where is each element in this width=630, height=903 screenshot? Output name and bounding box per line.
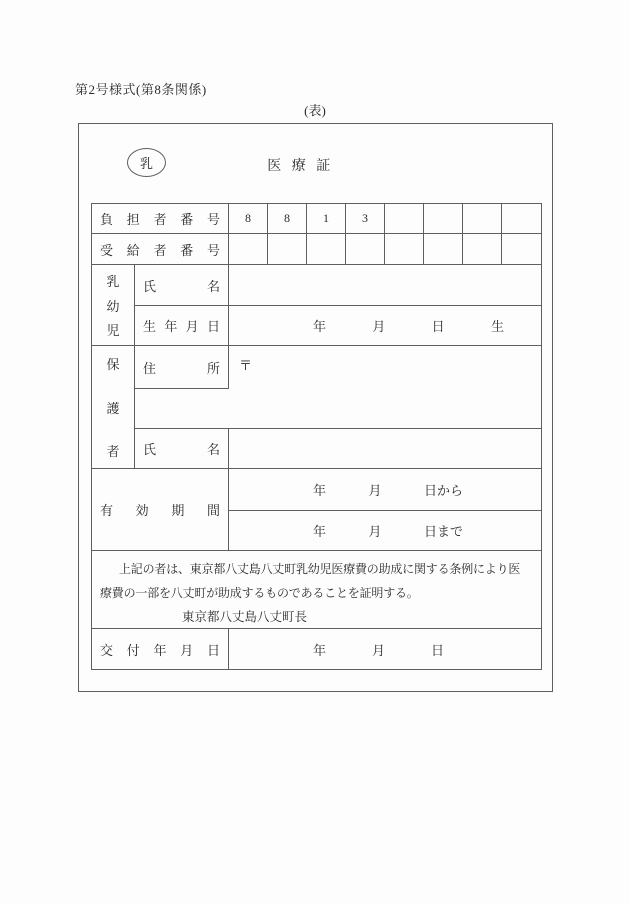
issue-date-value-cell <box>229 629 541 669</box>
guardian-name-label: 氏 名 <box>143 442 220 457</box>
recipient-number-label-cell <box>92 234 229 265</box>
payer-number-label-cell <box>92 204 229 234</box>
form-number: 第2号様式(第8条関係) <box>75 82 207 97</box>
birthdate-year-unit: 年 <box>313 319 327 334</box>
form-title: 医 療 証 <box>267 159 334 174</box>
infant-name-label-cell <box>135 265 229 306</box>
guardian-group-char: 保 <box>106 357 120 372</box>
infant-group-char: 児 <box>106 323 120 338</box>
guardian-name-label-cell <box>135 429 229 469</box>
validity-from-month-unit: 月 <box>368 483 382 498</box>
certificate-statement-cell <box>92 551 541 629</box>
issue-month-unit: 月 <box>371 642 385 658</box>
birthdate-day-unit: 日 <box>431 319 445 334</box>
recipient-digit-cell <box>346 234 385 265</box>
issue-year-unit: 年 <box>313 642 327 658</box>
validity-to-year-unit: 年 <box>313 524 327 539</box>
validity-to-cell <box>229 511 541 551</box>
recipient-digit-cell <box>307 234 346 265</box>
certificate-signer: 東京都八丈島八丈町長 <box>182 610 308 624</box>
validity-from-year-unit: 年 <box>313 483 327 498</box>
payer-digit: 8 <box>245 211 251 225</box>
form-table <box>91 203 542 670</box>
guardian-address-label-cell <box>135 346 229 389</box>
payer-digit: 3 <box>362 211 368 225</box>
payer-digit-cell <box>385 204 424 234</box>
recipient-digit-cell <box>424 234 463 265</box>
validity-from-cell <box>229 469 541 511</box>
recipient-digit-cell <box>229 234 268 265</box>
infant-name-label: 氏 名 <box>143 278 220 294</box>
certificate-statement: 上記の者は、東京都八丈島八丈町乳幼児医療費の助成に関する条例により医療費の一部を八丈町が助成するものであることを証明する。 <box>100 562 521 600</box>
recipient-digit-cell <box>502 234 541 265</box>
validity-period-label-cell <box>92 469 229 551</box>
infant-name-value-cell <box>229 265 541 306</box>
issue-date-label: 交 付 年 月 日 <box>100 642 220 658</box>
validity-to-day-unit: 日まで <box>423 524 463 539</box>
infant-group-label <box>92 265 135 346</box>
guardian-group-label <box>92 346 135 469</box>
side-indicator: (表) <box>304 103 326 118</box>
guardian-name-value-cell <box>229 429 541 469</box>
payer-digit-cell <box>424 204 463 234</box>
infant-birthdate-label: 生 年 月 日 <box>143 319 220 334</box>
birthdate-month-unit: 月 <box>372 319 386 334</box>
guardian-postal-cell <box>229 346 541 389</box>
payer-digit-cell <box>268 204 307 234</box>
issue-date-label-cell <box>92 629 229 669</box>
payer-digit: 8 <box>284 211 290 225</box>
payer-digit-cell <box>502 204 541 234</box>
validity-to-month-unit: 月 <box>368 524 382 539</box>
medical-certificate-card <box>78 123 553 692</box>
payer-digit-cell <box>463 204 502 234</box>
guardian-address-area <box>135 389 541 429</box>
recipient-digit-cell <box>385 234 424 265</box>
payer-digit-cell <box>229 204 268 234</box>
recipient-digit-cell <box>268 234 307 265</box>
recipient-number-label: 受 給 者 番 号 <box>100 242 220 258</box>
infant-birthdate-value-cell <box>229 306 541 346</box>
infant-group-char: 幼 <box>106 298 120 314</box>
payer-digit-cell <box>307 204 346 234</box>
recipient-digit-cell <box>463 234 502 265</box>
infant-group-char: 乳 <box>106 274 120 289</box>
birthdate-born-unit: 生 <box>490 319 504 334</box>
payer-digit-cell <box>346 204 385 234</box>
guardian-address-label: 住 所 <box>143 360 220 376</box>
validity-period-label: 有 効 期 間 <box>100 503 220 518</box>
infant-birthdate-label-cell <box>135 306 229 346</box>
issue-day-unit: 日 <box>430 642 444 658</box>
guardian-group-char: 者 <box>106 444 120 459</box>
postal-mark: 〒 <box>239 358 253 373</box>
validity-from-day-unit: 日から <box>423 483 463 498</box>
infant-seal-text: 乳 <box>139 156 153 171</box>
payer-number-label: 負 担 者 番 号 <box>100 212 220 227</box>
payer-digit: 1 <box>323 211 329 225</box>
guardian-group-char: 護 <box>106 400 120 416</box>
